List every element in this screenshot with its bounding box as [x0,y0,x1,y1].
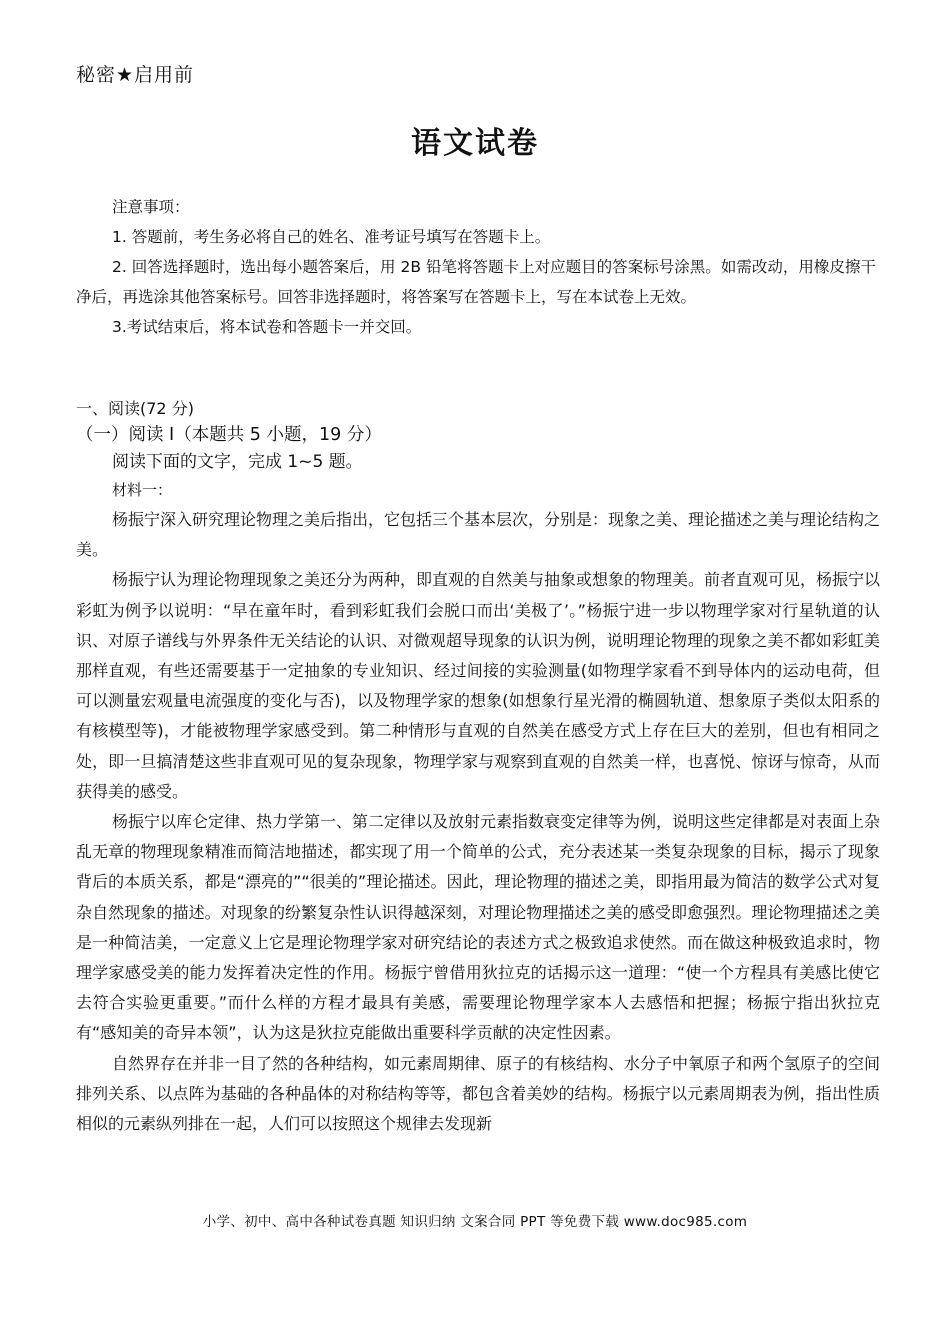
paragraph: 自然界存在并非一目了然的各种结构，如元素周期律、原子的有核结构、水分子中氧原子和两个氢原子的空间排列关系、以点阵为基础的各种晶体的对称结构等等，都包含着美妙的结构。杨振宁以元素周期表为例，指出性质相似的元素纵列排在一起，人们可以按照这个规律去发现新 [76,1053,881,1134]
notes-item-3: 3.考试结束后，将本试卷和答题卡一并交回。 [112,318,422,336]
sub-title: （一）阅读 I（本题共 5 小题，19 分） [76,425,382,445]
notes-item-2: 2. 回答选择题时，选出每小题答案后，用 2B 铅笔将答题卡上对应题目的答案标号涂黑。如需改动，用橡皮擦干净后，再选涂其他答案标号。回答非选择题时，将答案写在答题卡上，写在本试卷上无效。 [76,258,876,306]
footer-text: 小学、初中、高中各种试卷真题 知识归纳 文案合同 PPT 等免费下载 www.doc985.com [202,1214,748,1230]
page-title: 语文试卷 [411,126,539,161]
paragraph: 杨振宁深入研究理论物理之美后指出，它包括三个基本层次，分别是：现象之美、理论描述之美与理论结构之美。 [76,510,881,560]
paragraph: 杨振宁以库仑定律、热力学第一、第二定律以及放射元素指数衰变定律等为例，说明这些定律都是对表面上杂乱无章的物理现象精准而简洁地描述，都实现了用一个简单的公式，充分表述某一类复杂现象的目标，揭示了现象背后的本质关系，都是“漂亮的”“很美的”理论描述。因此，理论物理的描述之美，即指用最为简洁的数学公式对复杂自然现象的描述。对现象的纷繁复杂性认识得越深刻，对理论物理描述之美的感受即愈强烈。理论物理描述之美是一种简洁美，一定意义上它是理论物理学家对研究结论的表述方式之极致追求使然。而在做这种极致追求时，物理学家感受美的能力发挥着决定性的作用。杨振宁曾借用狄拉克的话揭示这一道理：“使一个方程具有美感比使它去符合实验更重要。”而什么样的方程才最具有美感，需要理论物理学家本人去感悟和把握；杨振宁指出狄拉克有“感知美的奇异本领”，认为这是狄拉克能做出重要科学贡献的决定性因素。 [76,812,881,1043]
notes-block [76,192,876,342]
notes-item-1: 1. 答题前，考生务必将自己的姓名、准考证号填写在答题卡上。 [112,228,551,246]
article-body [76,505,880,1139]
paragraph: 杨振宁认为理论物理现象之美还分为两种，即直观的自然美与抽象或想象的物理美。前者直观可见，杨振宁以彩虹为例予以说明：“早在童年时，看到彩虹我们会脱口而出‘美极了’。”杨振宁进一步以物理学家对行星轨道的认识、对原子谱线与外界条件无关结论的认识、对微观超导现象的认识为例，说明理论物理的现象之美不都如彩虹美那样直观，有些还需要基于一定抽象的专业知识、经过间接的实验测量(如物理学家看不到导体内的运动电荷，但可以测量宏观量电流强度的变化与否)，以及物理学家的想象(如想象行星光滑的椭圆轨道、想象原子类似太阳系的有核模型等)，才能被物理学家感受到。第二种情形与直观的自然美在感受方式上存在巨大的差别，但也有相同之处，即一旦搞清楚这些非直观可见的复杂现象，物理学家与观察到直观的自然美一样，也喜悦、惊讶与惊奇，从而获得美的感受。 [76,570,881,801]
notes-heading: 注意事项： [112,198,190,216]
part-title: 一、阅读(72 分) [76,399,194,418]
secret-mark: 秘密★启用前 [76,64,195,86]
instruction: 阅读下面的文字，完成 1~5 题。 [112,452,363,472]
material-label: 材料一： [112,481,173,499]
